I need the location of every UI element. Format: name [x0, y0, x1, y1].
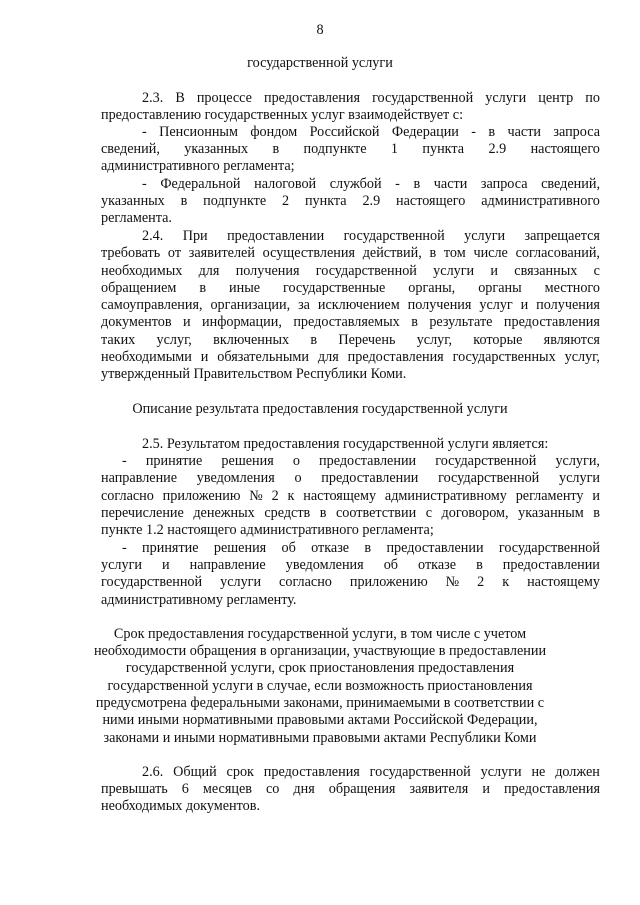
word: государственной [369, 764, 471, 780]
word: услуг, [156, 332, 192, 348]
word: отказе [311, 540, 350, 556]
para-2-5-line-9 [101, 574, 600, 591]
word: запрещается [524, 228, 600, 244]
word: - [471, 124, 477, 140]
word: числе [473, 245, 508, 261]
word: услуги [559, 470, 600, 486]
word: в [272, 141, 280, 157]
word: процессе [196, 90, 252, 106]
word: об [281, 540, 296, 556]
para-2-5-line-3 [101, 470, 600, 487]
word: - [122, 540, 127, 556]
word: действий, [362, 245, 422, 261]
word: направление [189, 557, 266, 573]
word: услуг, [564, 349, 600, 365]
word: 2.9 [488, 141, 507, 157]
word: принятие [142, 540, 199, 556]
word: государственные [283, 280, 386, 296]
word: к [502, 574, 510, 590]
word: настоящему [527, 574, 600, 590]
word: Российской [309, 124, 380, 140]
word: государственной [372, 90, 474, 106]
word: части [433, 176, 468, 192]
word: - [142, 124, 147, 140]
word: предоставляемых [293, 314, 400, 330]
word: с [425, 505, 433, 521]
word: настоящего [396, 193, 466, 209]
word: сведений, [541, 176, 600, 192]
word: Федерации [391, 124, 459, 140]
word: таких [101, 332, 136, 348]
para-2-4-line-8 [101, 349, 600, 366]
word: и [490, 263, 499, 279]
word: услуги [464, 228, 506, 244]
word: центр [538, 90, 574, 106]
word: государственной [435, 453, 537, 469]
word: в [488, 124, 496, 140]
section-heading-term-line-3: государственной услуги, срок приостановления предоставления [125, 660, 515, 676]
para-2-5-line-7 [122, 540, 600, 557]
word: решения [221, 453, 274, 469]
word: обязательными [217, 349, 309, 365]
word: должен [555, 764, 600, 780]
word: согласно [279, 574, 332, 590]
word: обращением [101, 280, 177, 296]
word: по [585, 90, 600, 106]
word: в [199, 280, 207, 296]
word: 2 [282, 193, 290, 209]
word: и [200, 349, 209, 365]
word: согласований, [515, 245, 600, 261]
para-2-4-line-1 [142, 228, 600, 245]
page-number: 8 [316, 22, 324, 38]
word: о [294, 470, 302, 486]
word: - [122, 453, 127, 469]
word: согласно [101, 488, 154, 504]
word: предоставлении [319, 453, 417, 469]
word: превышать [101, 781, 168, 797]
word: государственной [101, 574, 203, 590]
word: в [319, 505, 327, 521]
word: договором, [441, 505, 509, 521]
word: 2.9 [362, 193, 381, 209]
para-2-3-line-6 [142, 176, 600, 193]
word: уведомления [285, 557, 364, 573]
word: подпункте [203, 193, 267, 209]
word: предоставлении [227, 228, 325, 244]
word: принятие [145, 453, 203, 469]
para-2-3-line-1 [142, 90, 600, 107]
word: указанных [101, 193, 165, 209]
word: связанных [514, 263, 578, 279]
word: информации, [202, 314, 282, 330]
word: подпункте [303, 141, 367, 157]
word: и [482, 781, 490, 797]
word: осуществления [262, 245, 355, 261]
para-2-5-line-6: пункте 1.2 настоящего административного регламента; [101, 522, 434, 538]
word: 6 [181, 781, 189, 797]
word: пункта [422, 141, 465, 157]
word: решения [213, 540, 267, 556]
word: Общий [173, 764, 217, 780]
word: в [429, 245, 437, 261]
word: предоставления [263, 764, 360, 780]
word: организации, [210, 297, 291, 313]
para-2-4-line-5 [101, 297, 600, 314]
word: не [531, 764, 546, 780]
para-2-3-line-2: предоставлению государственных услуг взаимодействует с: [101, 107, 464, 123]
word: от [167, 245, 182, 261]
word: заявителя [409, 781, 469, 797]
section-heading-term-line-1: Срок предоставления государственной услуги, в том числе с учетом [113, 626, 527, 642]
word: В [175, 90, 185, 106]
word: услуги [433, 263, 475, 279]
word: и [592, 488, 600, 504]
word: приложению [162, 488, 241, 504]
para-2-6-line-1 [142, 764, 600, 781]
word: При [182, 228, 208, 244]
word: для [198, 263, 220, 279]
word: запроса [480, 176, 528, 192]
word: и [520, 297, 529, 313]
word: предоставлении [502, 557, 600, 573]
word: срок [226, 764, 254, 780]
word: документов [101, 314, 172, 330]
word: необходимыми [101, 349, 192, 365]
section-heading-term-line-6: ними иными нормативными правовыми актами Российской Федерации, [102, 712, 538, 728]
para-2-4-line-9: утвержденный Правительством Республики Коми. [101, 366, 407, 382]
word: услуг, [416, 332, 453, 348]
word: к [287, 488, 295, 504]
word: предоставления [503, 781, 600, 797]
word: государственной [315, 263, 417, 279]
para-2-3-line-5: административного регламента; [101, 158, 295, 174]
word: административного [481, 193, 600, 209]
word: в [180, 193, 188, 209]
word: 2 [271, 488, 279, 504]
word: органы [478, 280, 522, 296]
para-2-5-line-8 [101, 557, 600, 574]
word: службой [329, 176, 382, 192]
section-heading-term-line-5: предусмотрена федеральными законами, принимаемыми в соответствии с [95, 695, 545, 711]
para-2-5-line-10: административному регламенту. [101, 592, 297, 608]
word: заявителей [188, 245, 255, 261]
word: местного [544, 280, 600, 296]
word: государственной [343, 228, 445, 244]
word: необходимых [101, 263, 183, 279]
para-2-4-line-3 [101, 263, 600, 280]
word: в [411, 314, 418, 330]
word: государственной [438, 470, 540, 486]
word: государственной [498, 540, 600, 556]
word: предоставления [347, 349, 444, 365]
word: направление [101, 470, 178, 486]
para-2-5-line-5 [101, 505, 600, 522]
para-2-5-line-4 [101, 488, 600, 505]
word: в [476, 557, 483, 573]
word: № [249, 488, 263, 504]
word: месяцев [202, 781, 252, 797]
para-2-6-line-3: необходимых документов. [101, 798, 260, 814]
para-2-4-line-2 [101, 245, 600, 262]
word: части [507, 124, 541, 140]
word: - [395, 176, 400, 192]
section-heading-result: Описание результата предоставления государственной услуги [132, 401, 508, 417]
word: том [443, 245, 466, 261]
word: предоставлении [321, 470, 419, 486]
word: с [593, 263, 600, 279]
word: услуги, [555, 453, 600, 469]
word: Пенсионным [159, 124, 238, 140]
word: получения [407, 297, 472, 313]
word: Федеральной [160, 176, 241, 192]
para-2-4-line-6 [101, 314, 600, 331]
para-2-6-line-2 [101, 781, 600, 798]
word: предоставлении [386, 540, 484, 556]
word: включенных [213, 332, 290, 348]
word: и [183, 314, 191, 330]
word: со [265, 781, 280, 797]
word: указанных [184, 141, 249, 157]
word: самоуправления, [101, 297, 203, 313]
word: обращения [328, 781, 396, 797]
word: за [298, 297, 310, 313]
word: уведомления [196, 470, 275, 486]
word: сведений, [101, 141, 160, 157]
word: об [383, 557, 399, 573]
word: - [142, 176, 147, 192]
para-2-4-line-4 [101, 280, 600, 297]
word: получения [235, 263, 300, 279]
word: для [317, 349, 339, 365]
section-heading-term-line-4: государственной услуги в случае, если возможность приостановления [107, 678, 533, 694]
word: налоговой [254, 176, 317, 192]
section-heading-term-line-7: законами и иными нормативными правовыми актами Республики Коми [103, 730, 537, 746]
word: услуги [485, 90, 527, 106]
word: услуг [479, 297, 513, 313]
word: и [162, 557, 170, 573]
word: запроса [553, 124, 600, 140]
word: в [413, 176, 421, 192]
word: перечисление [101, 505, 184, 521]
word: предоставления [263, 90, 361, 106]
para-2-3-line-7 [101, 193, 600, 210]
word: соответствии [336, 505, 417, 521]
word: 1 [390, 141, 398, 157]
word: пункта [304, 193, 347, 209]
word: 2 [477, 574, 485, 590]
word: о [292, 453, 300, 469]
word: денежных [193, 505, 255, 521]
word: в [593, 505, 600, 521]
word: государственных [452, 349, 556, 365]
word: исключением [317, 297, 400, 313]
word: предоставления [503, 314, 600, 330]
word: № [445, 574, 460, 590]
section-heading-term-line-2: необходимости обращения в организации, участвующие в предоставлении [93, 643, 547, 659]
word: в [310, 332, 318, 348]
word: регламенту [515, 488, 584, 504]
word: требовать [101, 245, 161, 261]
word: иные [229, 280, 261, 296]
word: отказе [418, 557, 457, 573]
word: приложению [349, 574, 428, 590]
word: фондом [250, 124, 298, 140]
word: настоящего [530, 141, 600, 157]
word: услуги [480, 764, 522, 780]
para-2-5-line-1: 2.5. Результатом предоставления государственной услуги является: [142, 436, 549, 452]
word: дня [293, 781, 315, 797]
word: которые [473, 332, 523, 348]
word: в [364, 540, 372, 556]
word: услуги [220, 574, 262, 590]
word: 2.4. [142, 228, 164, 244]
word: являются [543, 332, 600, 348]
word: Перечень [338, 332, 396, 348]
para-2-3-line-8: регламента. [101, 210, 172, 226]
word: результате [429, 314, 493, 330]
word: средств [264, 505, 311, 521]
para-2-3-line-4 [101, 141, 600, 158]
word: 2.3. [142, 90, 164, 106]
para-2-4-line-7 [101, 332, 600, 349]
para-2-5-line-2 [122, 453, 600, 470]
word: настоящему [303, 488, 377, 504]
word: получения [536, 297, 600, 313]
word: услуги [101, 557, 142, 573]
word: органы, [408, 280, 456, 296]
word: 2.6. [142, 764, 164, 780]
page-header: государственной услуги [247, 55, 393, 71]
para-2-3-line-3 [142, 124, 600, 141]
word: административному [384, 488, 507, 504]
word: указанным [518, 505, 584, 521]
